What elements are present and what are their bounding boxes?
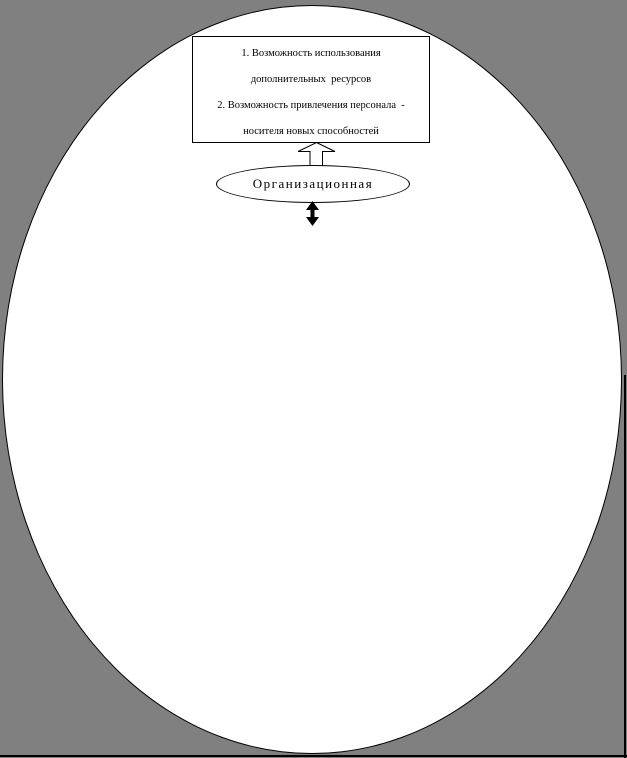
category-ellipse <box>216 165 410 203</box>
benefits-box <box>192 36 430 143</box>
benefits-line-3: 2. Возможность привлечения персонала - <box>217 100 405 111</box>
bottom-border-line <box>0 755 627 757</box>
benefits-line-1: 1. Возможность использования <box>241 48 381 59</box>
double-vertical-arrow-icon <box>300 200 325 227</box>
benefits-line-2: дополнительных ресурсов <box>250 74 372 85</box>
category-label: Организационная <box>252 176 374 191</box>
right-border-line <box>624 375 626 758</box>
benefits-line-4: носителя новых способностей <box>243 126 379 137</box>
